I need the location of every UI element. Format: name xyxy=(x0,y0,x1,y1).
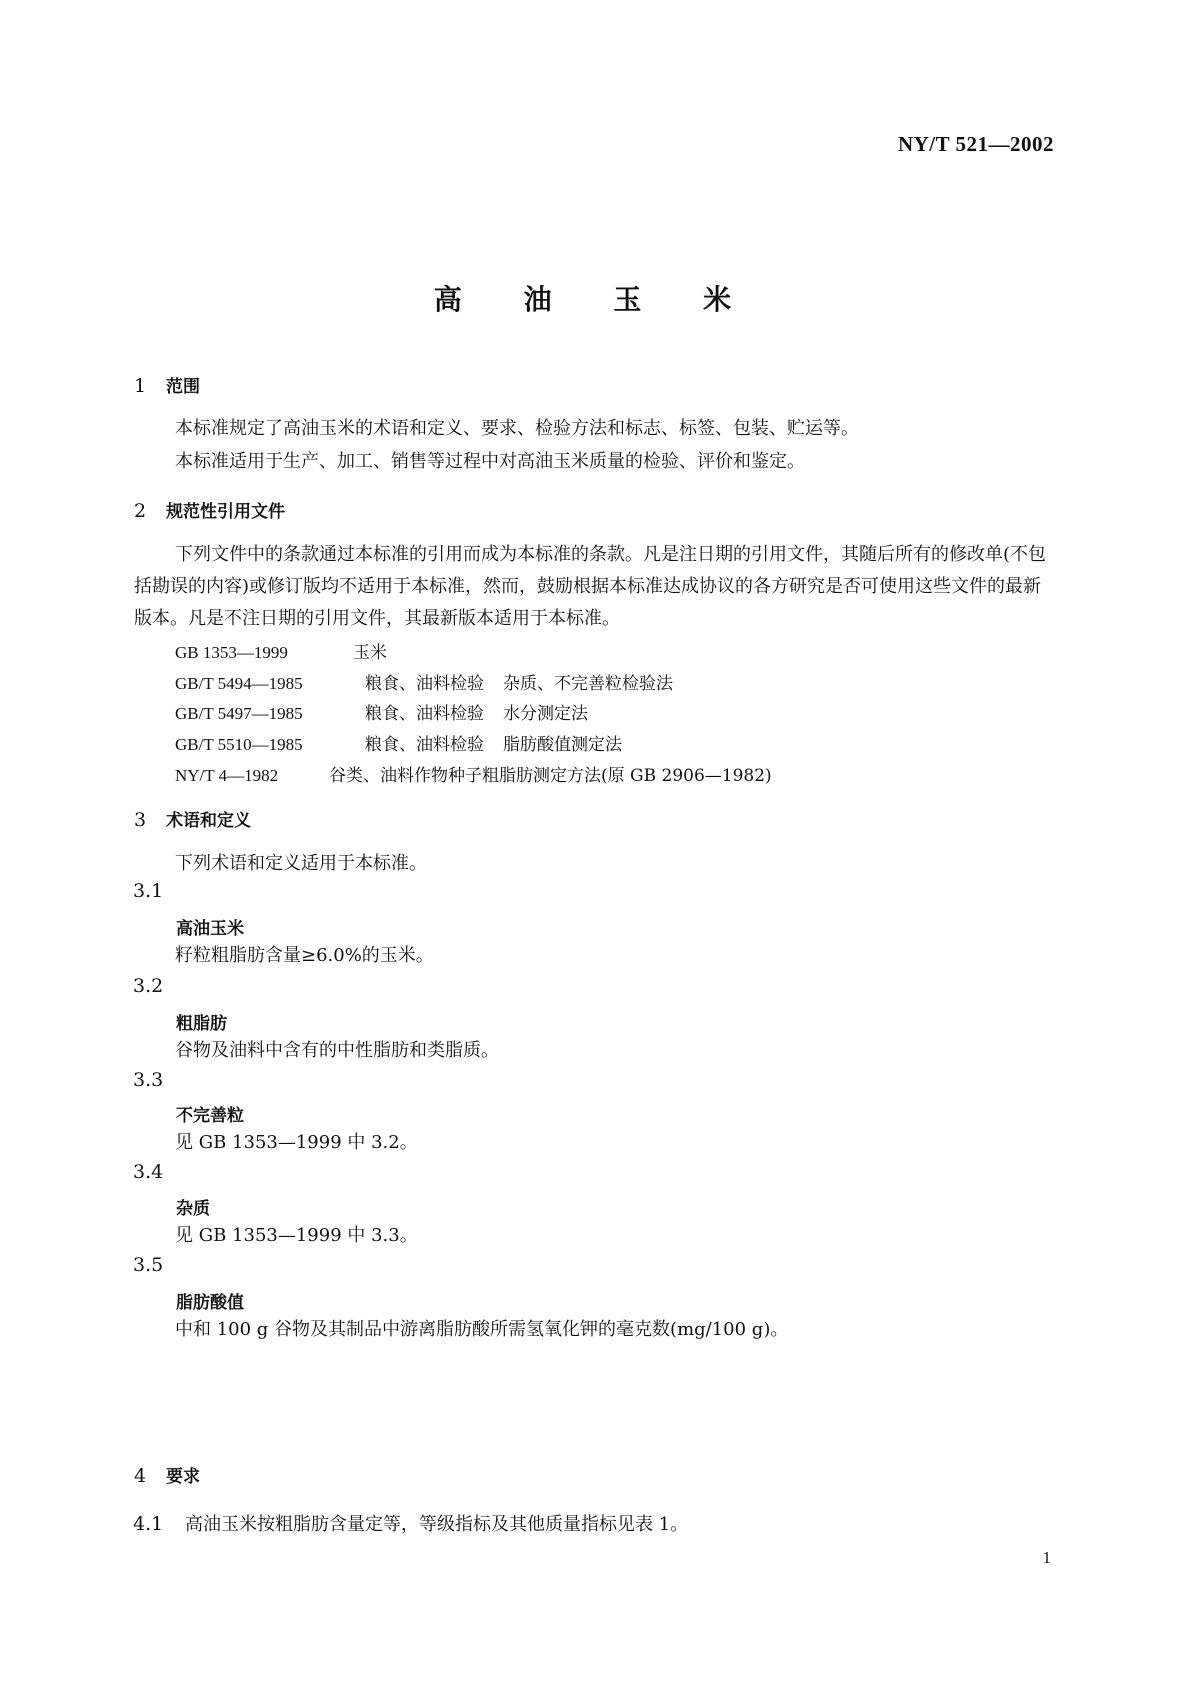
subsection-number: 3.5 xyxy=(133,1254,164,1276)
subsection-number: 3.4 xyxy=(133,1161,164,1183)
reference-detail: 水分测定法 xyxy=(503,704,588,724)
term-name: 杂质 xyxy=(176,1199,210,1219)
term-definition: 见 GB 1353—1999 中 3.3。 xyxy=(175,1225,418,1246)
section-4-heading xyxy=(134,1462,200,1487)
requirement-item xyxy=(133,1510,688,1536)
term-definition: 见 GB 1353—1999 中 3.2。 xyxy=(175,1132,418,1153)
term-name: 不完善粒 xyxy=(176,1106,244,1126)
reference-subject: 粮食、油料检验 xyxy=(365,674,484,694)
subsection-number: 3.2 xyxy=(133,975,164,997)
term-definition: 中和 100 g 谷物及其制品中游离脂肪酸所需氢氧化钾的毫克数(mg/100 g)。 xyxy=(175,1319,789,1340)
reference-item xyxy=(175,669,673,694)
section-2-intro: 下列文件中的条款通过本标准的引用而成为本标准的条款。凡是注日期的引用文件，其随后所有的修改单(不包括勘误的内容)或修订版均不适用于本标准，然而，鼓励根据本标准达成协议的各方研究是否可使用这些文件的最新版本。凡是不注日期的引用文件，其最新版本适用于本标准。 xyxy=(134,544,1047,629)
document-title: 高 油 玉 米 xyxy=(433,283,758,316)
section-number: 2 xyxy=(134,500,147,522)
reference-item xyxy=(175,638,387,663)
reference-item xyxy=(175,761,772,786)
requirement-number: 4.1 xyxy=(133,1513,164,1535)
reference-item xyxy=(175,699,588,724)
section-number: 4 xyxy=(134,1465,147,1487)
reference-code: GB/T 5510—1985 xyxy=(175,735,303,754)
section-1-paragraph-1: 本标准规定了高油玉米的术语和定义、要求、检验方法和标志、标签、包装、贮运等。 xyxy=(175,418,859,439)
reference-subject: 粮食、油料检验 xyxy=(365,735,484,755)
reference-detail: 杂质、不完善粒检验法 xyxy=(503,674,673,694)
section-1-heading xyxy=(134,372,200,397)
section-3-heading xyxy=(134,806,251,831)
section-3-intro: 下列术语和定义适用于本标准。 xyxy=(175,853,427,874)
reference-code: GB/T 5494—1985 xyxy=(175,674,303,693)
section-1-paragraph-2: 本标准适用于生产、加工、销售等过程中对高油玉米质量的检验、评价和鉴定。 xyxy=(175,451,805,472)
term-name: 粗脂肪 xyxy=(176,1014,227,1034)
reference-subject: 粮食、油料检验 xyxy=(365,704,484,724)
reference-code: GB 1353—1999 xyxy=(175,643,288,662)
standard-code: NY/T 521—2002 xyxy=(897,132,1054,156)
reference-item xyxy=(175,730,622,755)
page-number: 1 xyxy=(1042,1548,1051,1567)
section-number: 3 xyxy=(134,809,147,831)
term-definition: 籽粒粗脂肪含量≥6.0%的玉米。 xyxy=(175,945,434,966)
subsection-number: 3.1 xyxy=(133,880,164,902)
reference-subject: 玉米 xyxy=(353,643,387,663)
requirement-text: 高油玉米按粗脂肪含量定等，等级指标及其他质量指标见表 1。 xyxy=(185,1514,689,1535)
section-2-heading xyxy=(134,497,285,522)
term-definition: 谷物及油料中含有的中性脂肪和类脂质。 xyxy=(175,1040,499,1061)
reference-code: NY/T 4—1982 xyxy=(175,766,279,785)
term-name: 高油玉米 xyxy=(176,919,244,939)
term-name: 脂肪酸值 xyxy=(176,1293,244,1313)
section-title: 范围 xyxy=(166,377,200,397)
reference-code: GB/T 5497—1985 xyxy=(175,704,303,723)
section-number: 1 xyxy=(134,375,147,397)
section-title: 要求 xyxy=(166,1467,200,1487)
reference-subject: 谷类、油料作物种子粗脂肪测定方法(原 GB 2906—1982) xyxy=(329,766,772,786)
section-title: 规范性引用文件 xyxy=(166,502,285,522)
reference-detail: 脂肪酸值测定法 xyxy=(503,735,622,755)
subsection-number: 3.3 xyxy=(133,1069,164,1091)
section-title: 术语和定义 xyxy=(166,811,251,831)
